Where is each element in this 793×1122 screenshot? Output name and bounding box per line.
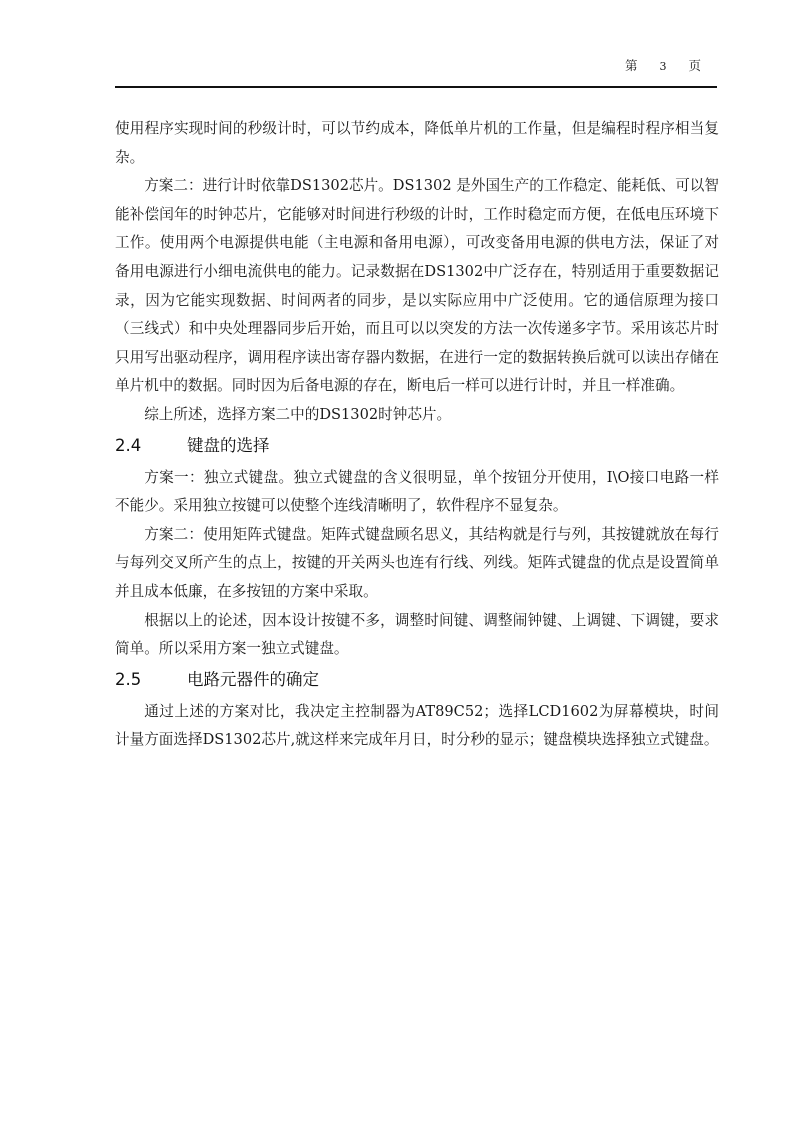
page-prefix: 第 <box>624 58 638 73</box>
section-number: 2.4 <box>115 435 142 455</box>
paragraph-keyboard-conclusion: 根据以上的论述，因本设计按键不多，调整时间键、调整闹钟键、上调键、下调键，要求简单。所以采用方案一独立式键盘。 <box>115 611 719 658</box>
paragraph-plan-two-timing: 方案二：进行计时依靠DS1302芯片。DS1302 是外国生产的工作稳定、能耗低、可以智能补偿闰年的时钟芯片，它能够对时间进行秒级的计时，工作时稳定而方便，在低电压环境下工作。使用两个电源提供电能（主电源和备用电源），可改变备用电源的供电方法，保证了对备用电源进行小细电流供电的能力。记录数据在DS1302中广泛存在，特别适用于重要数据记录，因为它能实现数据、时间两者的同步，是以实际应用中广泛使用。它的通信原理为接口（三线式）和中央处理器同步后开始，而且可以以突发的方法一次传递多字节。采用该芯片时只用写出驱动程序，调用程序读出寄存器内数据，在进行一定的数据转换后就可以读出存储在单片机中的数据。同时因为后备电源的存在，断电后一样可以进行计时，并且一样准确。 <box>115 177 719 395</box>
paragraph-keyboard-plan-one: 方案一：独立式键盘。独立式键盘的含义很明显，单个按钮分开使用，I\O接口电路一样不能少。采用独立按键可以使整个连线清晰明了，软件程序不显复杂。 <box>115 468 719 515</box>
paragraph-components-conclusion: 通过上述的方案对比，我决定主控制器为AT89C52；选择LCD1602为屏幕模块，时间计量方面选择DS1302芯片,就这样来完成年月日，时分秒的显示；键盘模块选择独立式键盘。 <box>115 702 719 749</box>
section-heading-2-4 <box>115 436 719 456</box>
paragraph-continued: 使用程序实现时间的秒级计时，可以节约成本，降低单片机的工作量，但是编程时程序相当复杂。 <box>115 120 719 166</box>
page-number-value: 3 <box>659 60 667 73</box>
page-header <box>115 52 717 88</box>
paragraph-timing-conclusion: 综上所述，选择方案二中的DS1302时钟芯片。 <box>144 405 452 423</box>
section-title: 电路元器件的确定 <box>187 669 319 689</box>
paragraph-keyboard-plan-two: 方案二：使用矩阵式键盘。矩阵式键盘顾名思义，其结构就是行与列，其按键就放在每行与每列交叉所产生的点上，按键的开关两头也连有行线、列线。矩阵式键盘的优点是设置简单并且成本低廉，在多按钮的方案中采取。 <box>115 525 719 600</box>
page-suffix: 页 <box>688 58 701 73</box>
document-body <box>115 115 719 755</box>
section-number: 2.5 <box>115 669 142 689</box>
page-number <box>625 56 701 74</box>
section-title: 键盘的选择 <box>187 435 270 455</box>
section-heading-2-5 <box>115 670 719 690</box>
